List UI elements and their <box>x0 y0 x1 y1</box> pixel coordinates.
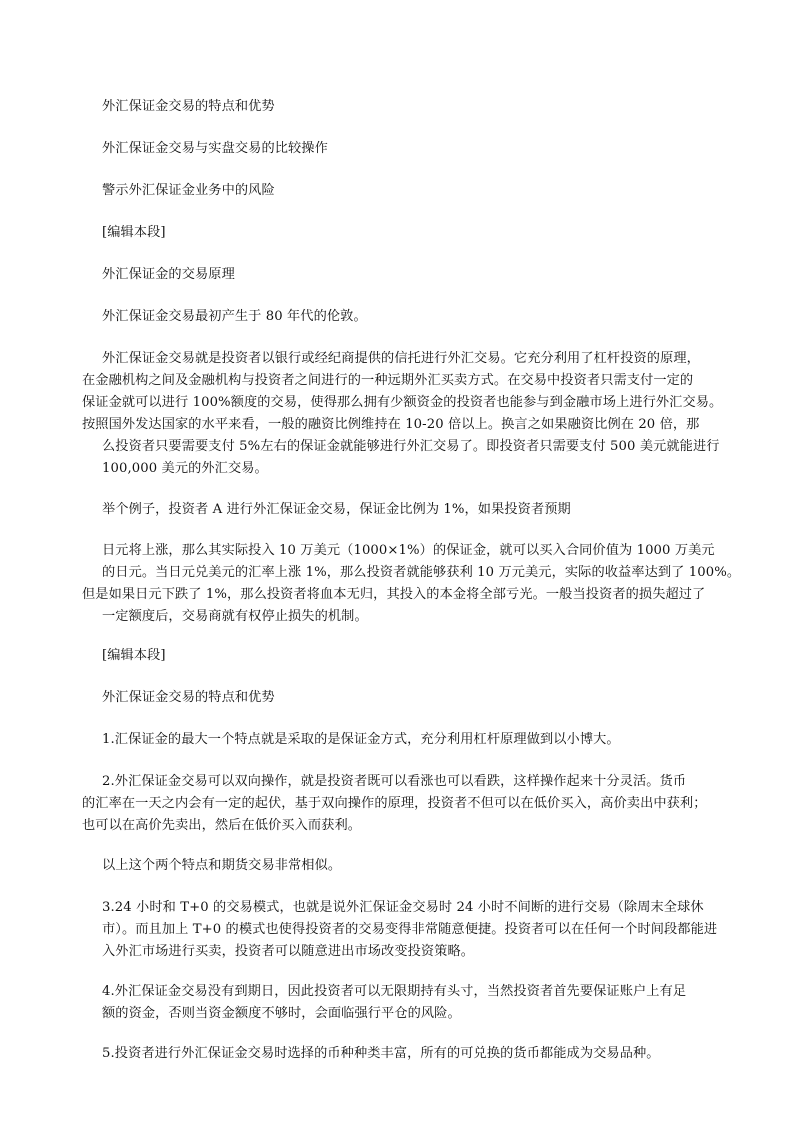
toc-line-risk: 警示外汇保证金业务中的风险 <box>102 183 275 198</box>
edit-section-link[interactable]: [编辑本段] <box>102 225 166 240</box>
paragraph-line: 但是如果日元下跌了 1%，那么投资者将血本无归，其投入的本金将全部亏光。一般当投资者的损失超过了 <box>82 587 706 602</box>
paragraph-line: 4.外汇保证金交易没有到期日，因此投资者可以无限期持有头寸，当然投资者首先要保证账户上有足 <box>102 984 687 999</box>
section-heading-principle: 外汇保证金的交易原理 <box>102 267 235 282</box>
feature-item-3 <box>82 897 722 963</box>
paragraph-definition <box>82 348 722 480</box>
paragraph-line: 的汇率在一天之内会有一定的起伏，基于双向操作的原理，投资者不但可以在低价买入，高价卖出中获利； <box>82 796 707 811</box>
feature-item-5: 5.投资者进行外汇保证金交易时选择的币种种类丰富，所有的可兑换的货币都能成为交易品种。 <box>102 1046 660 1061</box>
feature-item-4 <box>82 981 722 1025</box>
paragraph-similarity: 以上这个两个特点和期货交易非常相似。 <box>102 858 342 873</box>
paragraph-line: 3.24 小时和 T+0 的交易模式，也就是说外汇保证金交易时 24 小时不间断的进行交易（除周末全球休 <box>102 900 704 915</box>
paragraph-line: 市）。而且加上 T+0 的模式也使得投资者的交易变得非常随意便捷。投资者可以在任何一个时间段都能进 <box>102 922 718 937</box>
paragraph-origin: 外汇保证金交易最初产生于 80 年代的伦敦。 <box>102 309 367 324</box>
paragraph-line: 2.外汇保证金交易可以双向操作，就是投资者既可以看涨也可以看跌，这样操作起来十分灵活。货币 <box>102 774 687 789</box>
section-heading-features: 外汇保证金交易的特点和优势 <box>102 690 275 705</box>
paragraph-line: 么投资者只要需要支付 5%左右的保证金就能够进行外汇交易了。即投资者只需要支付 500 美元就能进行 <box>102 439 720 454</box>
paragraph-line: 额的资金，否则当资金额度不够时，会面临强行平仓的风险。 <box>102 1006 461 1021</box>
paragraph-example <box>82 540 741 628</box>
toc-line-comparison: 外汇保证金交易与实盘交易的比较操作 <box>102 141 328 156</box>
paragraph-line: 在金融机构之间及金融机构与投资者之间进行的一种远期外汇买卖方式。在交易中投资者只需支付一定的 <box>82 373 694 388</box>
paragraph-example-intro: 举个例子，投资者 A 进行外汇保证金交易，保证金比例为 1%，如果投资者预期 <box>102 502 571 517</box>
paragraph-line: 也可以在高价先卖出，然后在低价买入而获利。 <box>82 818 362 833</box>
paragraph-line: 外汇保证金交易就是投资者以银行或经纪商提供的信托进行外汇交易。它充分利用了杠杆投资的原理， <box>102 351 700 366</box>
paragraph-line: 的日元。当日元兑美元的汇率上涨 1%，那么投资者就能够获利 10 万元美元，实际的收益率达到了 100%。 <box>102 565 741 580</box>
paragraph-line: 按照国外发达国家的水平来看，一般的融资比例维持在 10-20 倍以上。换言之如果融资比例在 20 倍，那 <box>82 417 700 432</box>
paragraph-line: 100,000 美元的外汇交易。 <box>102 461 268 476</box>
paragraph-line: 日元将上涨，那么其实际投入 10 万美元（1000×1%）的保证金，就可以买入合同价值为 1000 万美元 <box>102 543 715 558</box>
paragraph-line: 保证金就可以进行 100%额度的交易，使得那么拥有少额资金的投资者也能参与到金融市场上进行外汇交易。 <box>82 395 723 410</box>
toc-line-features: 外汇保证金交易的特点和优势 <box>102 99 275 114</box>
edit-section-link[interactable]: [编辑本段] <box>102 648 166 663</box>
feature-item-2 <box>82 771 722 837</box>
feature-item-1: 1.汇保证金的最大一个特点就是采取的是保证金方式，充分利用杠杆原理做到以小博大。 <box>102 732 620 747</box>
paragraph-line: 入外汇市场进行买卖，投资者可以随意进出市场改变投资策略。 <box>102 944 475 959</box>
paragraph-line: 一定额度后，交易商就有权停止损失的机制。 <box>102 609 368 624</box>
